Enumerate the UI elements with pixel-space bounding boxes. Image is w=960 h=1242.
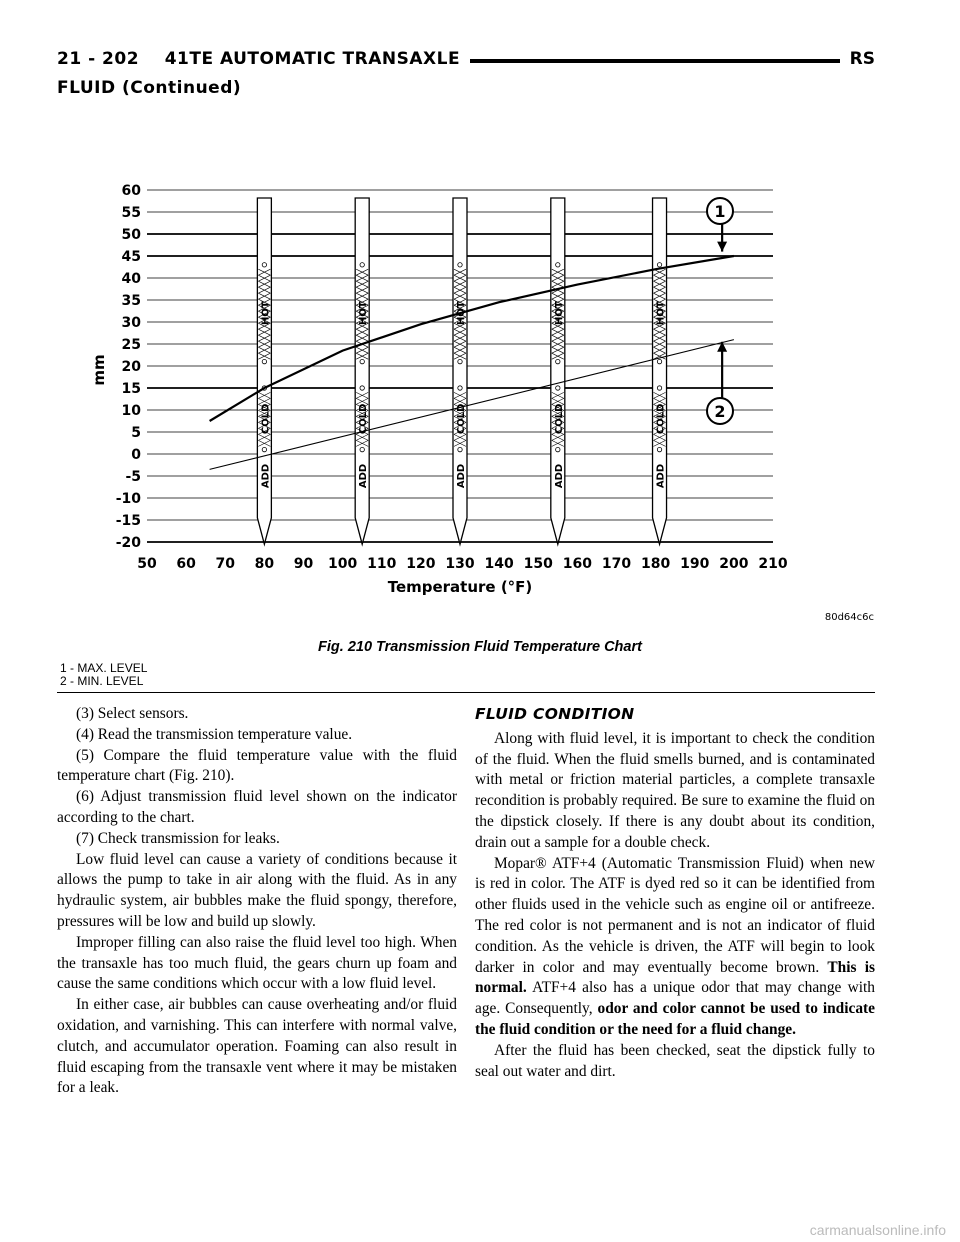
y-tick-45: 45 — [121, 249, 141, 265]
y-tick--5: -5 — [125, 469, 141, 485]
cold-top-dot — [458, 386, 462, 390]
x-tick-70: 70 — [215, 556, 235, 572]
y-tick-10: 10 — [121, 403, 141, 419]
y-tick-labels — [116, 183, 142, 551]
x-tick-120: 120 — [406, 556, 436, 572]
y-tick-60: 60 — [121, 183, 141, 199]
x-tick-110: 110 — [367, 556, 397, 572]
hot-top-dot — [556, 263, 560, 267]
x-tick-140: 140 — [484, 556, 514, 572]
step-7: (7) Check transmission for leaks. — [76, 829, 280, 847]
dipstick-5 — [653, 198, 667, 544]
legend-item-min: 2 - MIN. LEVEL — [60, 674, 144, 688]
atf-text-c: ATF+4 also has a unique odor that may change with age. Consequently, — [475, 979, 875, 1018]
dipstick-1 — [257, 198, 271, 544]
page-title: 21 - 202 41TE AUTOMATIC TRANSAXLE — [57, 49, 470, 69]
legend-item-max: 1 - MAX. LEVEL — [60, 661, 148, 675]
x-tick-210: 210 — [758, 556, 788, 572]
x-tick-130: 130 — [445, 556, 475, 572]
paragraph-low-fluid: Low fluid level can cause a variety of conditions because it allows the pump to take in air along with the fluid. As in any hydraulic system, air bubbles make the fluid spongy, therefore, pressures will be low and build up slowly. — [57, 850, 457, 930]
y-tick-20: 20 — [121, 359, 141, 375]
y-tick-30: 30 — [121, 315, 141, 331]
y-tick-40: 40 — [121, 271, 141, 287]
dipstick-body — [551, 198, 565, 544]
callouts — [707, 198, 733, 424]
y-axis-label: mm — [90, 354, 108, 386]
cold-top-dot — [556, 386, 560, 390]
x-tick-190: 190 — [680, 556, 710, 572]
paragraph-atf4 — [475, 854, 875, 1041]
cold-bottom-dot — [262, 447, 266, 451]
step-5: (5) Compare the fluid temperature value with the fluid temperature chart (Fig. 210). — [57, 746, 457, 785]
dipstick-body — [453, 198, 467, 544]
page-header — [57, 49, 875, 73]
y-tick-15: 15 — [121, 381, 141, 397]
x-tick-160: 160 — [562, 556, 592, 572]
hot-top-dot — [458, 263, 462, 267]
left-column — [57, 704, 457, 1099]
section-subtitle: FLUID (Continued) — [57, 78, 242, 98]
dipstick-add-label: ADD — [260, 463, 272, 489]
dipstick-3 — [453, 198, 467, 544]
dipstick-hot-label: HOT — [358, 301, 370, 326]
dipstick-add-label: ADD — [358, 463, 370, 489]
cold-bottom-dot — [556, 447, 560, 451]
dipstick-4 — [551, 198, 565, 544]
callout-label: 2 — [714, 402, 726, 421]
right-column — [475, 704, 875, 1082]
dipstick-cold-label: COLD — [553, 403, 565, 435]
callout-2 — [707, 342, 733, 424]
dipstick-2 — [355, 198, 369, 544]
section-heading: FLUID CONDITION — [475, 705, 635, 723]
dipstick-cold-label: COLD — [358, 403, 370, 435]
y-tick-25: 25 — [121, 337, 141, 353]
y-tick-35: 35 — [121, 293, 141, 309]
dipstick-hot-label: HOT — [456, 301, 467, 326]
y-tick-50: 50 — [121, 227, 141, 243]
callout-arrowhead — [717, 242, 727, 252]
x-axis-label: Temperature (°F) — [387, 578, 533, 596]
figure-divider — [57, 692, 875, 693]
dipstick-body — [257, 198, 271, 544]
x-tick-170: 170 — [601, 556, 632, 572]
x-tick-200: 200 — [719, 556, 749, 572]
hot-bottom-dot — [458, 359, 462, 363]
paragraph-seat-dipstick: After the fluid has been checked, seat the dipstick fully to seal out water and dirt. — [475, 1041, 875, 1080]
dipstick-body — [355, 198, 369, 544]
paragraph-fluid-condition: Along with fluid level, it is important to check the condition of the fluid. When the fluid smells burned, and is contaminated with metal or friction material particles, a complete transaxle recondition is probably required. Be sure to examine the fluid on the dipstick closely. If there is any doubt about its condition, drain out a sample for a double check. — [475, 729, 875, 851]
x-tick-80: 80 — [254, 556, 275, 572]
figure-caption: Fig. 210 Transmission Fluid Temperature Chart — [318, 639, 642, 655]
step-6: (6) Adjust transmission fluid level shown on the indicator according to the chart. — [57, 788, 457, 826]
atf-text-normal: This is normal. — [475, 958, 875, 997]
dipstick-hot-label: HOT — [553, 301, 565, 326]
cold-bottom-dot — [458, 447, 462, 451]
watermark: carmanualsonline.info — [809, 1222, 946, 1238]
x-tick-180: 180 — [641, 556, 671, 572]
cold-bottom-dot — [657, 447, 661, 451]
step-4: (4) Read the transmission temperature value. — [76, 725, 353, 743]
dipstick-add-label: ADD — [456, 463, 467, 489]
y-tick-5: 5 — [131, 425, 141, 441]
callout-1 — [707, 198, 733, 252]
hot-top-dot — [262, 263, 266, 267]
x-tick-150: 150 — [523, 556, 553, 572]
atf-text-warning: odor and color cannot be used to indicate the fluid condition or the need for a fluid change. — [475, 1000, 875, 1038]
hot-top-dot — [360, 263, 364, 267]
cold-bottom-dot — [360, 447, 364, 451]
section-code: RS — [840, 49, 875, 69]
y-tick-0: 0 — [131, 447, 141, 463]
fluid-temperature-chart — [80, 180, 880, 630]
dipstick-hot-label: HOT — [260, 301, 272, 326]
dipstick-hot-label: HOT — [655, 301, 667, 326]
cold-top-dot — [360, 386, 364, 390]
x-tick-60: 60 — [176, 556, 196, 572]
cold-top-dot — [657, 386, 661, 390]
figure-image-code: 80d64c6c — [824, 612, 874, 623]
y-tick-55: 55 — [121, 205, 141, 221]
step-3: (3) Select sensors. — [76, 705, 189, 722]
hot-top-dot — [657, 263, 661, 267]
dipstick-add-label: ADD — [553, 463, 565, 489]
hot-bottom-dot — [556, 359, 560, 363]
figure-legend — [60, 662, 147, 688]
y-tick--15: -15 — [115, 513, 141, 529]
dipstick-add-label: ADD — [655, 463, 667, 489]
dipstick-body — [653, 198, 667, 544]
callout-label: 1 — [714, 202, 726, 221]
hot-bottom-dot — [262, 359, 266, 363]
dipstick-cold-label: COLD — [456, 403, 467, 435]
paragraph-air-bubbles: In either case, air bubbles can cause overheating and/or fluid oxidation, and varnishing. This can interfere with normal valve, clutch, and accumulator operation. Foaming can also result in fluid escaping from the transaxle vent where it may be mistaken for a leak. — [57, 996, 457, 1097]
x-tick-100: 100 — [328, 556, 358, 572]
y-tick--10: -10 — [115, 491, 141, 507]
hot-bottom-dot — [360, 359, 364, 363]
x-tick-90: 90 — [293, 556, 314, 572]
dipstick-cold-label: COLD — [655, 403, 667, 435]
x-tick-50: 50 — [137, 556, 157, 572]
dipstick-cold-label: COLD — [260, 403, 272, 435]
paragraph-improper-filling: Improper filling can also raise the fluid level too high. When the transaxle has too much fluid, the gears churn up foam and cause the same conditions which occur with a low fluid level. — [57, 933, 457, 993]
hot-bottom-dot — [657, 359, 661, 363]
x-tick-labels — [137, 556, 788, 572]
atf-text-a: Mopar® ATF+4 (Automatic Transmission Fluid) when new is red in color. The ATF is dyed red so it can be identified from other fluids used in the vehicle such as engine oil or antifreeze. The red color is not permanent and is not an indicator of fluid condition. As the vehicle is driven, the ATF will begin to look darker in color and may eventually become brown. — [475, 854, 875, 976]
y-tick--20: -20 — [115, 535, 141, 551]
